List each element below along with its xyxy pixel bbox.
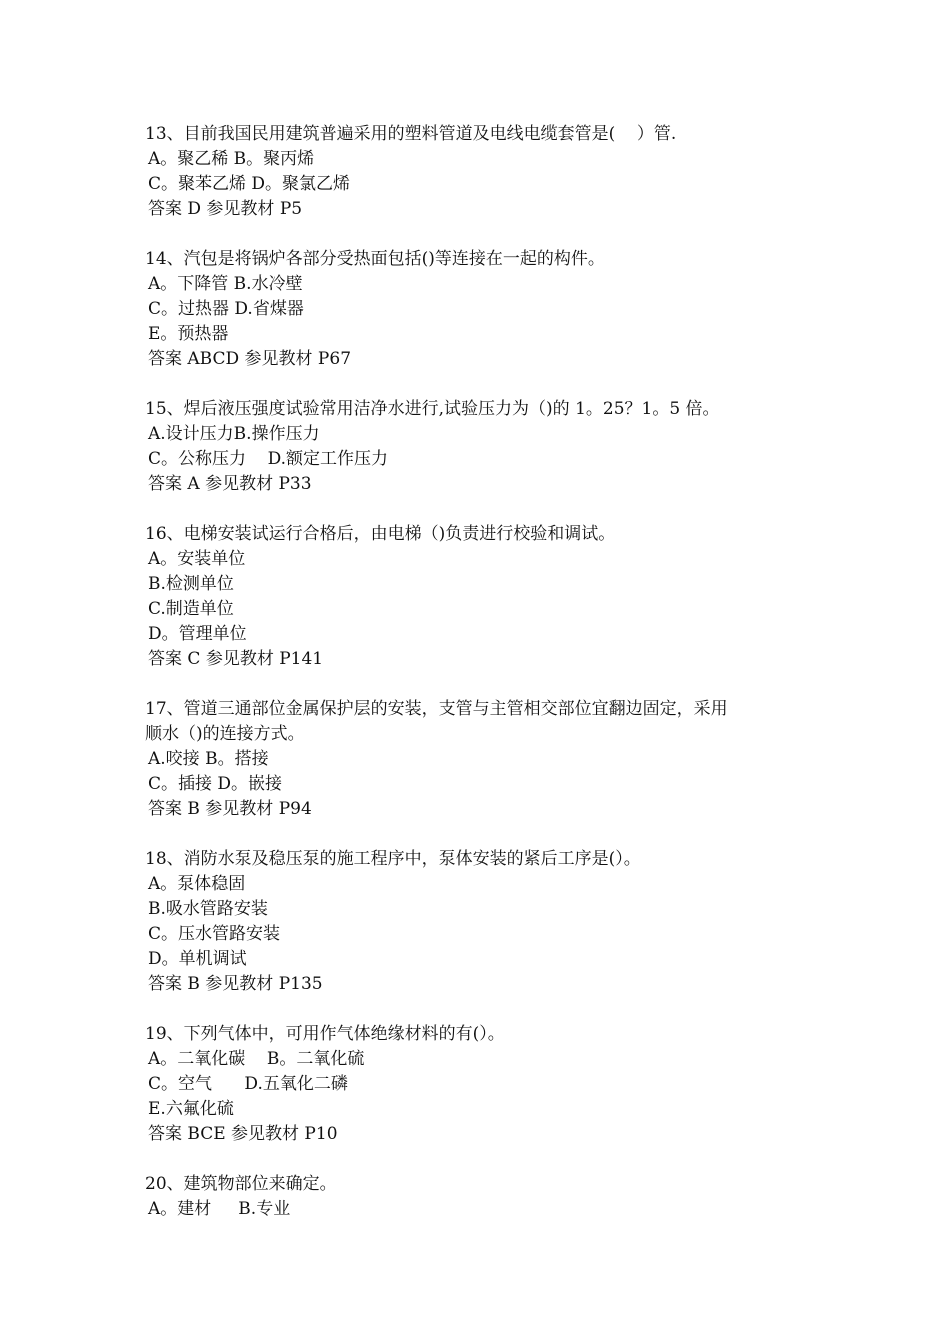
question-option: A。安装单位 [148, 549, 246, 569]
question-block [145, 247, 825, 372]
question-block [145, 847, 825, 997]
question-block [145, 122, 825, 222]
question-stem: 14、汽包是将锅炉各部分受热面包括()等连接在一起的构件。 [145, 249, 605, 269]
question-option: B.检测单位 [148, 574, 234, 594]
question-option: C。空气 D.五氧化二磷 [148, 1074, 348, 1094]
question-stem: 20、建筑物部位来确定。 [145, 1174, 337, 1194]
question-stem: 13、目前我国民用建筑普遍采用的塑料管道及电线电缆套管是( ）管. [145, 124, 677, 144]
question-answer: 答案 C 参见教材 P141 [148, 649, 324, 669]
question-block [145, 1172, 825, 1222]
question-stem: 顺水（)的连接方式。 [145, 724, 305, 744]
question-option: A。聚乙稀 B。聚丙烯 [148, 149, 315, 169]
question-block [145, 522, 825, 672]
question-stem: 18、消防水泵及稳压泵的施工程序中，泵体安装的紧后工序是(）。 [145, 849, 641, 869]
question-answer: 答案 B 参见教材 P94 [148, 799, 312, 819]
question-block [145, 397, 825, 497]
question-option: D。管理单位 [148, 624, 247, 644]
question-option: A.设计压力B.操作压力 [148, 424, 320, 444]
question-option: D。单机调试 [148, 949, 247, 969]
question-option: C。过热器 D.省煤器 [148, 299, 304, 319]
question-option: C.制造单位 [148, 599, 234, 619]
question-stem: 16、电梯安装试运行合格后，由电梯（)负责进行校验和调试。 [145, 524, 616, 544]
question-option: A.咬接 B。搭接 [148, 749, 269, 769]
question-stem: 19、下列气体中，可用作气体绝缘材料的有(）。 [145, 1024, 505, 1044]
question-answer: 答案 B 参见教材 P135 [148, 974, 323, 994]
question-option: B.吸水管路安装 [148, 899, 268, 919]
question-answer: 答案 BCE 参见教材 P10 [148, 1124, 338, 1144]
question-block [145, 697, 825, 822]
question-answer: 答案 A 参见教材 P33 [148, 474, 312, 494]
question-list [145, 122, 825, 1247]
question-option: E.六氟化硫 [148, 1099, 234, 1119]
question-option: C。聚苯乙烯 D。聚氯乙烯 [148, 174, 351, 194]
question-option: C。压水管路安装 [148, 924, 281, 944]
question-stem: 17、管道三通部位金属保护层的安装，支管与主管相交部位宜翻边固定，采用 [145, 699, 728, 719]
question-stem: 15、焊后液压强度试验常用洁净水进行,试验压力为（)的 1。25？1。5 倍。 [145, 399, 720, 419]
question-option: C。插接 D。嵌接 [148, 774, 283, 794]
question-block [145, 1022, 825, 1147]
question-option: A。泵体稳固 [148, 874, 246, 894]
question-answer: 答案 D 参见教材 P5 [148, 199, 303, 219]
question-option: A。下降管 B.水冷壁 [148, 274, 303, 294]
question-option: A。二氧化碳 B。二氧化硫 [148, 1049, 365, 1069]
question-answer: 答案 ABCD 参见教材 P67 [148, 349, 352, 369]
question-option: E。预热器 [148, 324, 229, 344]
question-option: C。公称压力 D.额定工作压力 [148, 449, 389, 469]
question-option: A。建材 B.专业 [148, 1199, 291, 1219]
